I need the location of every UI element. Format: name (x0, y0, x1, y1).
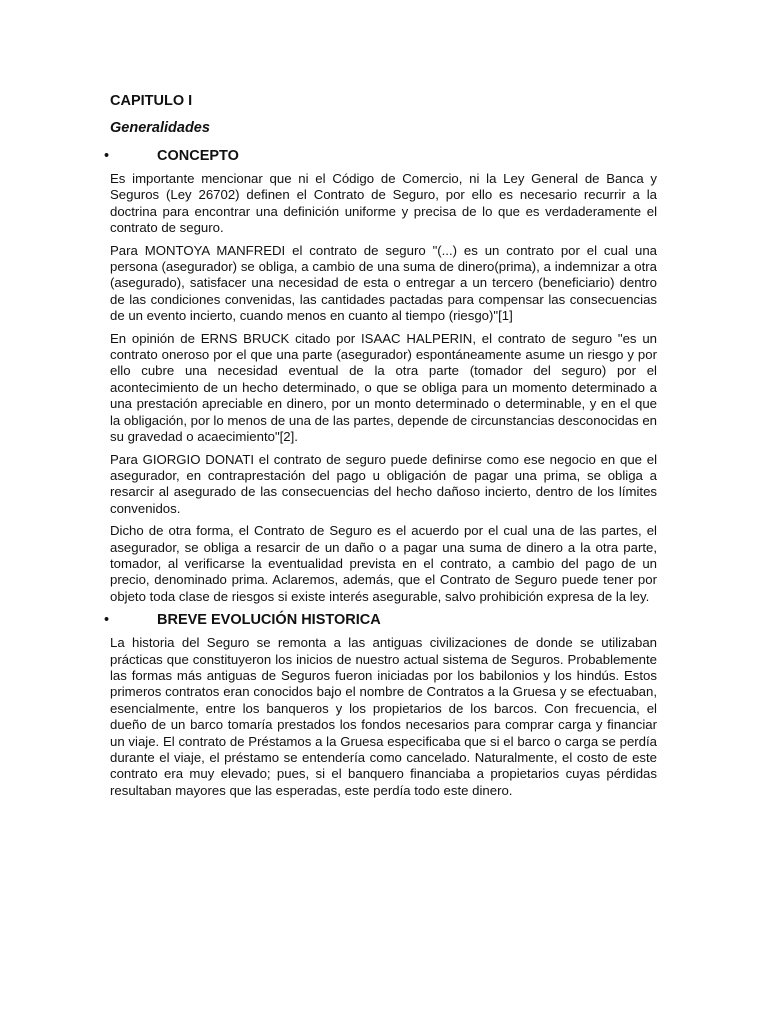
section-concepto (104, 147, 657, 605)
paragraph: Para GIORGIO DONATI el contrato de seguro puede definirse como ese negocio en que el asegurador, en contraprestación del pago u obligación de pagar una prima, se obliga a resarcir al asegurado de las consecuencias del hecho dañoso incierto, dentro de los límites convenidos. (110, 451, 657, 516)
bullet-icon: • (104, 148, 110, 164)
section-heading-text: CONCEPTO (157, 148, 239, 164)
paragraph: Es importante mencionar que ni el Código de Comercio, ni la Ley General de Banca y Seguros (Ley 26702) definen el Contrato de Seguro, por ello es necesario recurrir a la doctrina para encontrar una definición uniforme y precisa de lo que es verdaderamente el contrato de seguro. (110, 171, 657, 236)
section-evolucion-historica (104, 611, 657, 799)
paragraph: Para MONTOYA MANFREDI el contrato de seguro "(...) es un contrato por el cual una persona (asegurador) se obliga, a cambio de una suma de dinero(prima), a indemnizar a otra (asegurado), satisfacer una necesidad de esta o entregar a un tercero (beneficiario) dentro de las condiciones convenidas, las cantidades pactadas para compensar las consecuencias de un evento incierto, cuando menos en cuanto al tiempo (riesgo)"[1] (110, 242, 657, 324)
section-heading (104, 147, 657, 165)
chapter-title: CAPITULO I (110, 93, 193, 109)
paragraph: La historia del Seguro se remonta a las antiguas civilizaciones de donde se utilizaban prácticas que constituyeron los inicios de nuestro actual sistema de Seguros. Probablemente las formas más antiguas de Seguros fueron iniciadas por los babilonios y los hindús. Estos primeros contratos eran conocidos bajo el nombre de Contratos a la Gruesa y se efectuaban, esencialmente, entre los banqueros y los propietarios de los barcos. Con frecuencia, el dueño de un barco tomaría prestados los fondos necesarios para comprar carga y financiar un viaje. El contrato de Préstamos a la Gruesa especificaba que si el barco o carga se perdía durante el viaje, el préstamo se entendería como cancelado. Naturalmente, el costo de este contrato era muy elevado; pues, si el banquero financiaba a propietarios cuyas pérdidas resultaban mayores que las esperadas, este perdía todo este dinero. (110, 635, 657, 798)
paragraph: En opinión de ERNS BRUCK citado por ISAAC HALPERIN, el contrato de seguro "es un contrato oneroso por el que una parte (asegurador) espontáneamente asume un riesgo y por ello cubre una necesidad eventual de la otra parte (tomador del seguro) por el acontecimiento de un hecho determinado, o que se obliga para un momento determinado a una prestación apreciable en dinero, por un monto determinado o determinable, y en el que la obligación, por lo menos de una de las partes, depende de circunstancias desconocidas en su gravedad o acaecimiento"[2]. (110, 330, 657, 445)
section-heading (104, 611, 657, 629)
bullet-icon: • (104, 612, 110, 629)
chapter-subtitle: Generalidades (110, 120, 210, 136)
paragraph: Dicho de otra forma, el Contrato de Seguro es el acuerdo por el cual una de las partes, el asegurador, se obliga a resarcir de un daño o a pagar una suma de dinero a la otra parte, tomador, al verificarse la eventualidad prevista en el contrato, a cambio del pago de un precio, denominado prima. Aclaremos, además, que el Contrato de Seguro puede tener por objeto toda clase de riesgos si existe interés asegurable, salvo prohibición expresa de la ley. (110, 523, 657, 604)
section-heading-text: BREVE EVOLUCIÓN HISTORICA (157, 612, 381, 629)
document-page (104, 92, 657, 805)
